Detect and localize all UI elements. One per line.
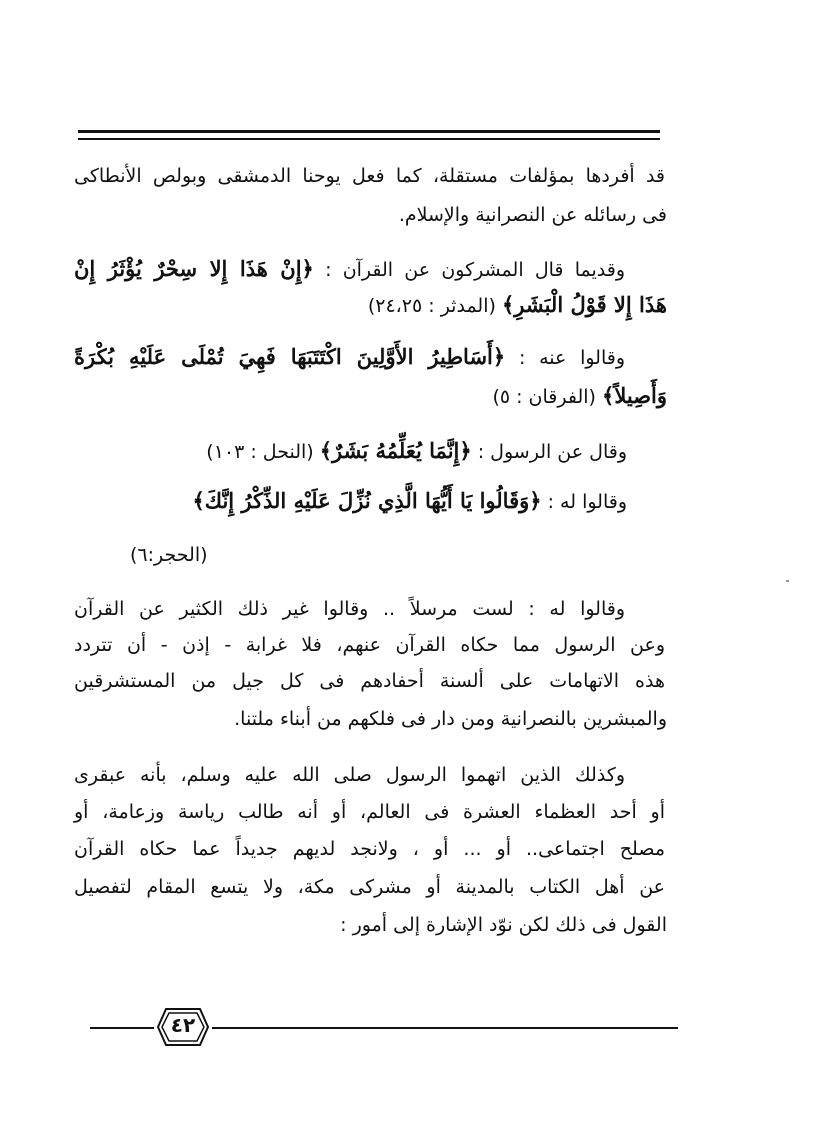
body-line: عن أهل الكتاب بالمدينة أو مشركى مكة، ولا يتسع المقام لتفصيل — [74, 876, 665, 898]
quote-intro: وقال عن الرسول : — [477, 441, 627, 463]
quote-intro: وقالوا عنه : — [518, 347, 625, 369]
quote-intro: وقديما قال المشركون عن القرآن : — [325, 259, 626, 281]
quran-quote: ﴿إِنْ هَذَا إِلا سِحْرٌ يُؤْثَرُ إِنْ — [74, 256, 314, 281]
quran-quote: هَذَا إِلا قَوْلُ الْبَشَرِ﴾ — [501, 292, 667, 317]
body-line: والمبشرين بالنصرانية ومن دار فى فلكهم من أبناء ملتنا. — [234, 708, 667, 730]
page-number: ٤٢ — [170, 1013, 196, 1037]
quran-quote: ﴿إِنَّمَا يُعَلِّمُهُ بَشَرٌ﴾ — [319, 438, 472, 463]
body-line: القول فى ذلك لكن نوّد الإشارة إلى أمور : — [340, 914, 667, 936]
body-line: أو أحد العظماء العشرة فى العالم، أو أنه طالب رياسة وزعامة، أو — [74, 801, 665, 823]
body-line: قد أفردها بمؤلفات مستقلة، كما فعل يوحنا الدمشقى وبولص الأنطاكى — [74, 165, 665, 187]
body-line: وعن الرسول مما حكاه القرآن عنهم، فلا غرابة - إذن - أن تتردد — [74, 634, 665, 656]
quran-quote: ﴿وَقَالُوا يَا أَيُّهَا الَّذِي نُزِّلَ عَلَيْهِ الذِّكْرُ إِنَّكَ﴾ — [192, 488, 542, 513]
surah-reference: (الحجر:٦) — [130, 544, 208, 566]
body-line: هذه الاتهامات على ألسنة أحفادهم فى كل جيل من المستشرقين — [74, 670, 665, 692]
body-line: مصلح اجتماعى.. أو ... أو ، ولانجد لديهم جديداً عما حكاه القرآن — [74, 838, 665, 860]
surah-reference: (الفرقان : ٥) — [492, 386, 596, 408]
quote-line — [74, 342, 665, 373]
quote-line — [77, 436, 667, 467]
quran-quote: ﴿أَسَاطِيرُ الأَوَّلِينَ اكْتَتَبَهَا فَهِيَ تُمْلَى عَلَيْهِ بُكْرَةً — [74, 344, 506, 369]
quote-line — [74, 254, 665, 285]
surah-reference: (المدثر : ٢٤،٢٥) — [367, 295, 496, 317]
body-line: فى رسائله عن النصرانية والإسلام. — [398, 204, 667, 226]
footer-rule-left — [90, 1027, 154, 1029]
body-line: وكذلك الذين اتهموا الرسول صلى الله عليه وسلم، بأنه عبقرى — [74, 764, 625, 786]
quote-line — [77, 381, 667, 412]
margin-mark — [786, 580, 789, 582]
quote-line — [77, 486, 667, 517]
header-rule-thick — [78, 130, 660, 133]
quran-quote: وَأَصِيلاً﴾ — [602, 383, 667, 408]
quote-intro: وقالوا له : — [547, 491, 627, 513]
body-line: وقالوا له : لست مرسلاً .. وقالوا غير ذلك الكثير عن القرآن — [74, 598, 625, 620]
header-rule-thin — [78, 138, 660, 140]
quote-line — [77, 290, 667, 321]
footer-rule-right — [212, 1027, 678, 1029]
surah-reference: (النحل : ١٠٣) — [206, 441, 314, 463]
